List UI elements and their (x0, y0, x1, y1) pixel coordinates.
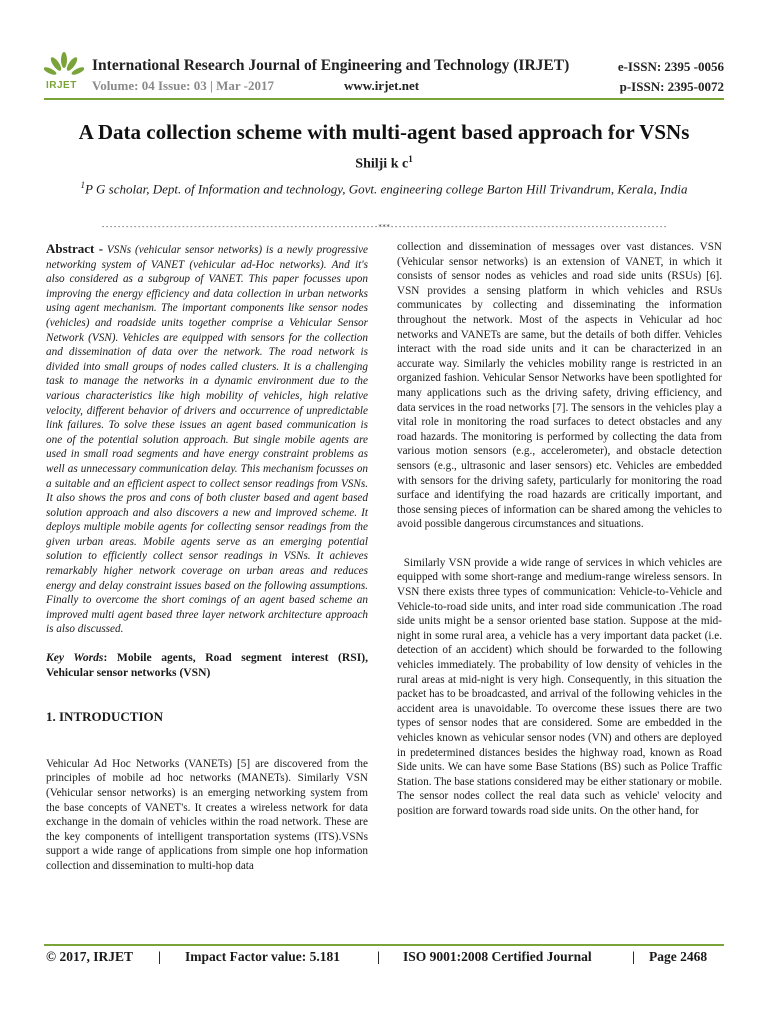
journal-website: www.irjet.net (344, 78, 420, 93)
footer-separator: | (632, 949, 635, 964)
introduction-paragraph-2: collection and dissemination of messages over vast distances. VSN (Vehicular sensor networks) is an extension of VANET, in which it consists of sensor nodes as vehicles and road side units (RSUs) [6]. VSN provides a sensing platform in which vehicles and RSUs communicates by collecting and disseminating the information throughout the network. Most of the aspects in Vehicular ad hoc networks and VANETs are same, but the details of both differ. Vehicles interact with the road side units and it can be characterized in an accurate way. Similarly the vehicles mobility range is restricted in an organized fashion. Vehicular Sensor Networks have been spotlighted for many applications such as the driving safety, driving efficiency, and data services in the road networks [7]. The sensors in the vehicles play a vital role in monitoring the road surfaces to detect obstacles and any road hazards. The monitoring is performed by collecting the data from various motion sensors (e.g., accelerometer), and obstacle detection sensors (e.g., ultrasonic and laser sensors) etc. Vehicles are embedded with sensors for the driving safety, particularly for monitoring the road surface and identifying the road hazards are critically important, and those sensing pieces of information can be shared among the vehicles to avoid possible dangerous circumstances and situations. (397, 241, 722, 531)
right-column (397, 240, 722, 819)
footer-separator: | (158, 949, 161, 964)
footer-impact-factor: Impact Factor value: 5.181 (185, 949, 340, 964)
author-affiliation (0, 180, 768, 197)
paper-title: A Data collection scheme with multi-agent based approach for VSNs (78, 120, 690, 144)
affiliation-text: P G scholar, Dept. of Information and technology, Govt. engineering college Barton Hill Trivandrum, Kerala, India (85, 181, 688, 197)
keywords-text: : Mobile agents, Road segment interest (RSI), Vehicular sensor networks (VSN) (46, 651, 368, 679)
irjet-logo (44, 52, 84, 96)
footer-iso: ISO 9001:2008 Certified Journal (403, 949, 592, 964)
p-issn: p-ISSN: 2395-0072 (619, 79, 724, 94)
header-rule (44, 98, 724, 100)
footer-page-number: Page 2468 (649, 949, 708, 964)
introduction-heading: 1. INTRODUCTION (46, 709, 164, 725)
section-separator: ---------------------------------------------------------------------***--------------------------------------------------------------------- (100, 223, 668, 231)
paragraph-3-text: Similarly VSN provide a wide range of services in which vehicles are equipped with some short-range and medium-range wireless sensors. In VSN there exists three types of communication: Vehicle-to-Vehicle and Vehicle-to-road side units, and inter road side communication .The road side units might be a sensor oriented base station. Suppose at the mid-night in some rural area, a vehicle has a very important data packet (i.e. detection of an accident) which should be forwarded to the following vehicles immediately. The probability of low density of vehicles in the rural areas at mid-night is very high. Consequently, in this situation the packet has to be broadcasted, and arrival of the following vehicles in the accident area is unavoidable. To overcome these issues there are two types of sensor nodes that are considered. Some are embedded in the vehicles known as vehicular sensor nodes (VN) and others are deployed in predetermined distances besides the highway road, known as Road Side units. We can have some Base Stations (BS) such as Police Traffic Station. The base stations considered may be either stationary or mobile. The sensor nodes collect the real data such as vehicle' velocity and position are forward towards road side units. On the other hand, for (397, 556, 722, 817)
introduction-paragraph-3 (397, 556, 722, 819)
author-name (0, 154, 768, 173)
footer-rule (44, 944, 724, 946)
abstract-label: Abstract - (46, 241, 104, 256)
e-issn: e-ISSN: 2395 -0056 (617, 59, 724, 74)
author-text: Shilji k c (355, 156, 409, 172)
footer-copyright: © 2017, IRJET (46, 949, 133, 964)
footer-separator: | (377, 949, 380, 964)
volume-issue: Volume: 04 Issue: 03 | Mar -2017 (92, 78, 274, 93)
author-superscript: 1 (408, 154, 413, 164)
affiliation-superscript: 1 (80, 180, 86, 190)
left-column (46, 240, 368, 874)
introduction-paragraph-1: Vehicular Ad Hoc Networks (VANETs) [5] are discovered from the principles of mobile ad hoc networks (MANETs). Similarly VSN (Vehicular sensor networks) is an emerging networking system from the base concepts of VANET's. It creates a wireless network for data exchange in the domain of vehicles within the road network. These are the key components of intelligent transportation systems (ITS).VSNs support a wide range of applications from simple one hop information collection and dissemination to multi-hop data (46, 757, 368, 872)
logo-text: IRJET (46, 80, 77, 91)
abstract (46, 240, 368, 637)
journal-name: International Research Journal of Engineering and Technology (IRJET) (92, 57, 570, 74)
abstract-text: VSNs (vehicular sensor networks) is a newly progressive networking system of VANET (vehicular ad-Hoc networks). And it's also considered as a subgroup of VANET. This paper focusses upon improving the energy efficiency and data collection in urban networks using agent mechanism. The important components like sensor nodes (vehicles) and roadside units together comprise a Vehicular Sensor Network (VSN). Vehicles are equipped with sensors for the collection and dissemination of data over the network. The road network is divided into small groups of nodes called clusters. It is a challenging task to manage the networks in a dynamic environment due to the various characteristics like high mobility of vehicles, high relative velocity, different behavior of drivers and occurrence of unpredictable link failures. To solve these issues an agent based communication is one of the potential solution approach. But single mobile agents are used in small road segments and have energy constraint problems as well as unnecessary communication delay. This mechanism focusses on a suitable and an efficient aspect to collect sensor readings from VSNs. It also shows the pros and cons of both cluster based and agent based solution approach and also discovers a new and improved scheme. It deploys multiple mobile agents for collecting sensor readings from the given urban areas. Mobile agents serve as an emerging potential solution to efficiently collect sensor readings in VSNs. It achieves remarkably higher network coverage on urban areas and reduces energy and delay constraint issues based on the following assumptions. Finally to overcome the short comings of an agent based scheme an improved multi agent based three layer network architecture approach is also discussed. (46, 244, 369, 636)
journal-header (44, 52, 724, 96)
leaf-fan-icon (44, 52, 84, 82)
keywords (46, 651, 368, 680)
keywords-label: Key Words (46, 651, 104, 665)
